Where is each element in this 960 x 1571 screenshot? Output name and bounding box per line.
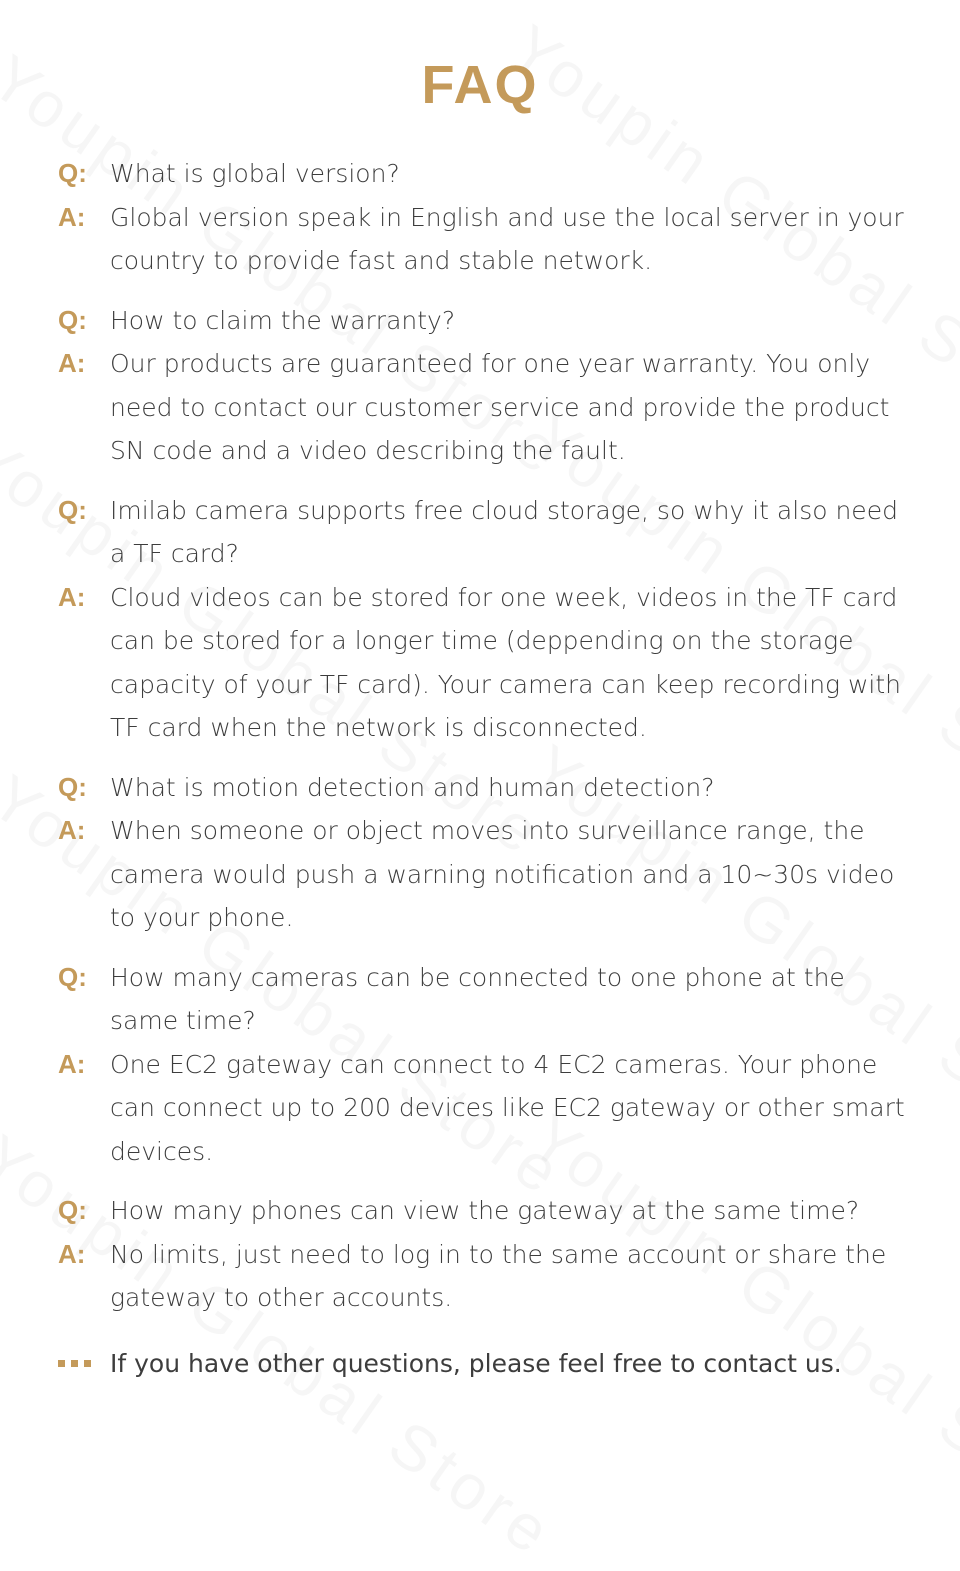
question-row (58, 299, 908, 343)
answer-marker: A: (58, 1048, 86, 1079)
question-text: What is global version? (110, 159, 400, 188)
dot-icon (58, 1360, 65, 1367)
faq-item (58, 1189, 908, 1320)
faq-item (58, 766, 908, 940)
question-text: How many cameras can be connected to one phone at the same time? (110, 962, 845, 1035)
question-marker: Q: (58, 771, 87, 802)
answer-marker: A: (58, 581, 86, 612)
answer-row (58, 576, 908, 750)
answer-marker: A: (58, 201, 86, 232)
answer-row (58, 809, 908, 940)
answer-marker: A: (58, 1238, 86, 1269)
faq-item (58, 299, 908, 473)
contact-note: If you have other questions, please feel free to contact us. (110, 1349, 842, 1378)
question-text: How to claim the warranty? (110, 305, 456, 335)
answer-text: One EC2 gateway can connect to 4 EC2 cameras. Your phone can connect up to 200 devices like EC2 gateway or other smart devices. (110, 1049, 905, 1166)
question-text: Imilab camera supports free cloud storage, so why it also need a TF card? (110, 495, 898, 568)
question-text: How many phones can view the gateway at the same time? (110, 1196, 860, 1225)
answer-row (58, 196, 908, 283)
question-row (58, 152, 908, 196)
ellipsis-icon (58, 1360, 110, 1367)
answer-marker: A: (58, 348, 86, 378)
footer (58, 1342, 908, 1386)
page-title: FAQ (421, 55, 539, 115)
answer-text: No limits, just need to log in to the same account or share the gateway to other accounts. (110, 1239, 887, 1312)
faq-item (58, 152, 908, 283)
question-marker: Q: (58, 158, 87, 188)
question-row (58, 766, 908, 810)
question-row (58, 956, 908, 1043)
question-row (58, 489, 908, 576)
answer-row (58, 1043, 908, 1174)
faq-item (58, 489, 908, 750)
question-text: What is motion detection and human detection? (110, 772, 715, 802)
dot-icon (71, 1360, 78, 1367)
answer-row (58, 342, 908, 473)
question-row (58, 1189, 908, 1233)
answer-text: Our products are guaranteed for one year warranty. You only need to contact our customer service and provide the product SN code and a video describing the fault. (110, 349, 890, 465)
answer-row (58, 1233, 908, 1320)
question-marker: Q: (58, 304, 87, 335)
answer-text: Cloud videos can be stored for one week, videos in the TF card can be stored for a longer time (deppending on the storage capacity of your TF card). Your camera can keep recording with TF card when the network is disconnected. (110, 582, 902, 742)
dot-icon (84, 1360, 91, 1367)
question-marker: Q: (58, 1195, 87, 1225)
answer-text: Global version speak in English and use the local server in your country to provide fast and stable network. (110, 202, 904, 275)
faq-item (58, 956, 908, 1174)
answer-marker: A: (58, 815, 86, 845)
question-marker: Q: (58, 961, 87, 992)
question-marker: Q: (58, 494, 87, 525)
answer-text: When someone or object moves into surveillance range, the camera would push a warning notification and a 10~30s video to your phone. (110, 816, 895, 932)
faq-list (58, 152, 908, 1336)
